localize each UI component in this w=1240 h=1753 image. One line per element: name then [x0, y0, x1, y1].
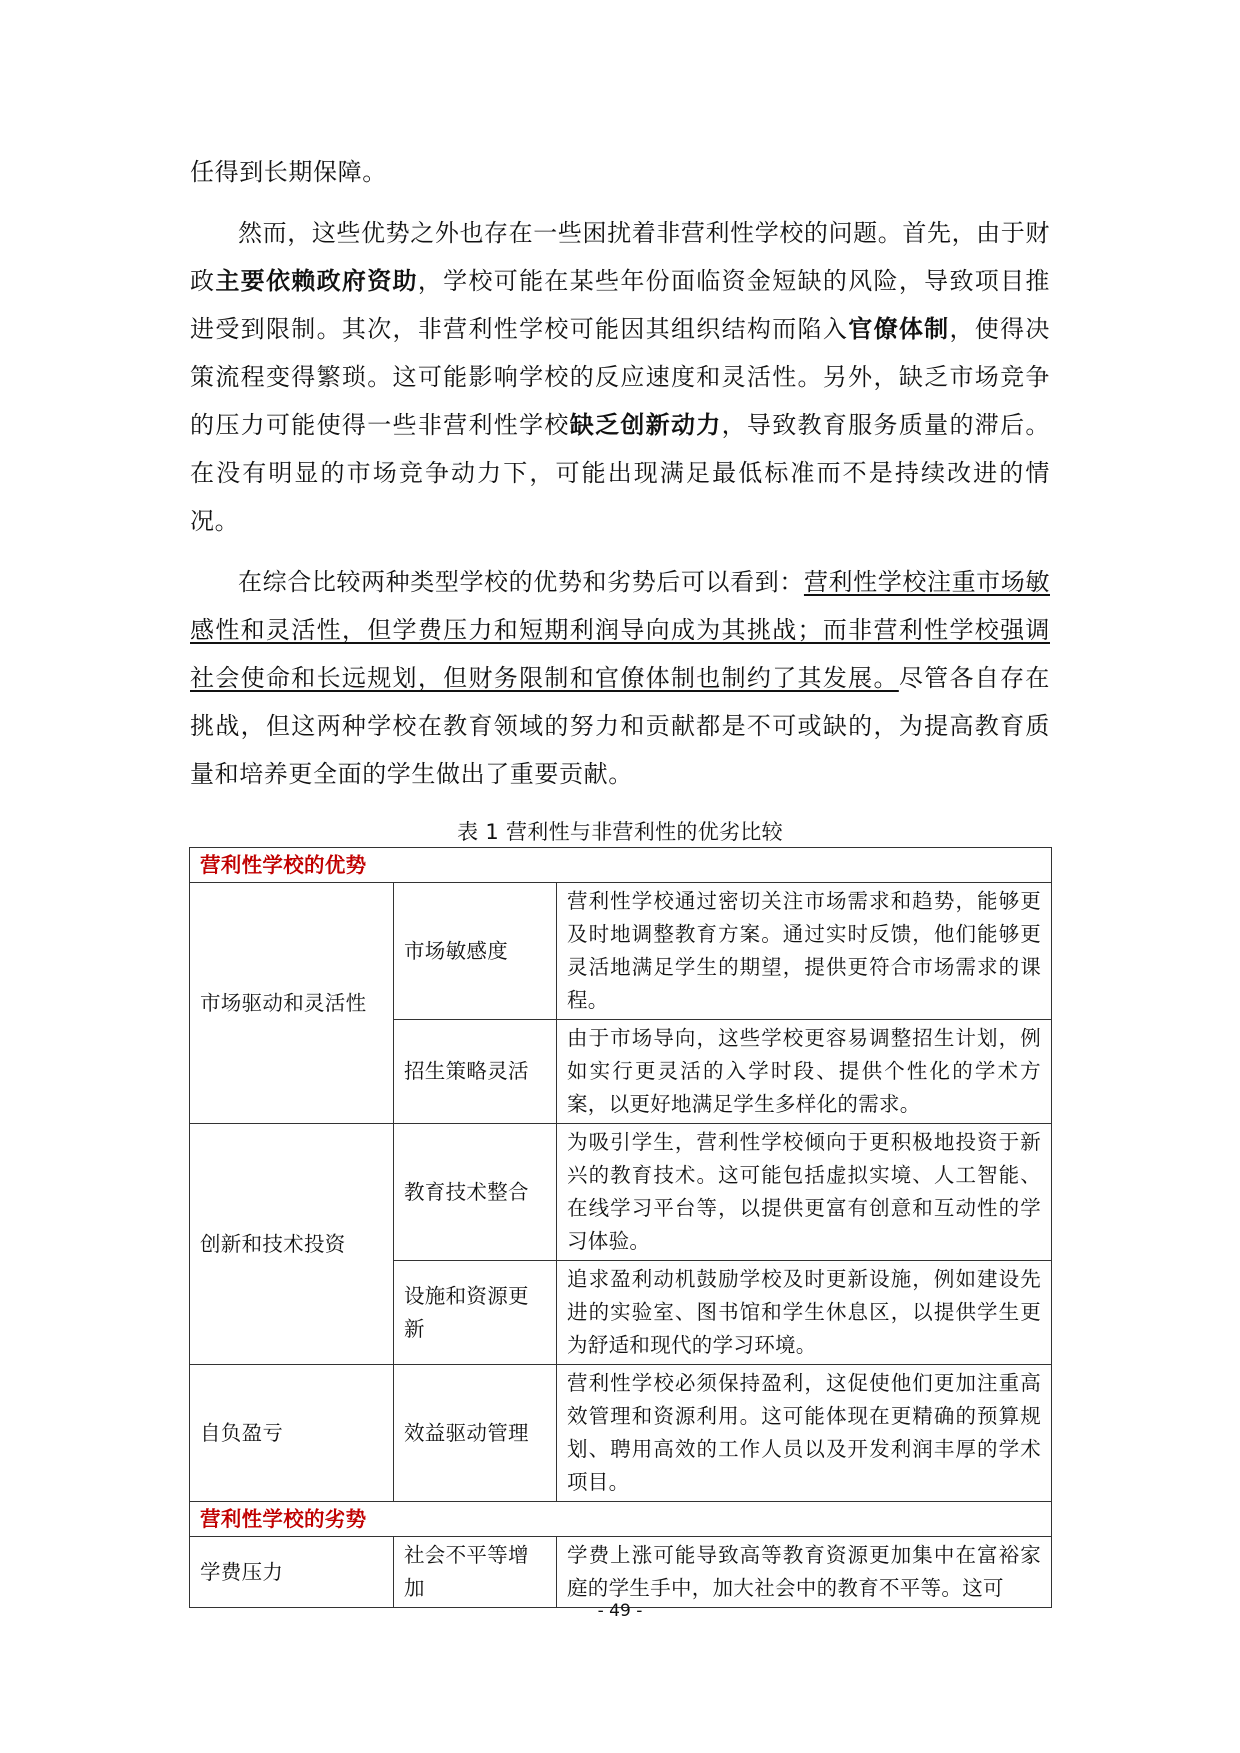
body-text: [190, 148, 1050, 811]
description-cell: 营利性学校通过密切关注市场需求和趋势，能够更及时地调整教育方案。通过实时反馈，他们能够更灵活地满足学生的期望，提供更符合市场需求的课程。: [557, 883, 1052, 1020]
comparison-table: [189, 847, 1052, 1608]
emphasis-government-funding: 主要依赖政府资助: [215, 266, 418, 295]
description-cell: 为吸引学生，营利性学校倾向于更积极地投资于新兴的教育技术。这可能包括虚拟实境、人工智能、在线学习平台等，以提供更富有创意和互动性的学习体验。: [557, 1124, 1052, 1261]
table-row: [190, 848, 1052, 883]
section-header-advantages: 营利性学校的优势: [190, 848, 1052, 883]
item-cell: 设施和资源更新: [394, 1261, 557, 1365]
underlined-conclusion: 营利性学校注重市场敏感性和灵活性，但学费压力和短期利润导向成为其挑战；而非营利性学校强调社会使命和长远规划，但财务限制和官僚体制也制约了其发展。: [190, 568, 1050, 692]
item-cell: 招生策略灵活: [394, 1020, 557, 1124]
description-cell: 学费上涨可能导致高等教育资源更加集中在富裕家庭的学生手中，加大社会中的教育不平等。这可: [557, 1537, 1052, 1608]
description-cell: 追求盈利动机鼓励学校及时更新设施，例如建设先进的实验室、图书馆和学生休息区，以提供学生更为舒适和现代的学习环境。: [557, 1261, 1052, 1365]
paragraph-continuation: 任得到长期保障。: [190, 158, 387, 186]
category-cell: 市场驱动和灵活性: [190, 883, 394, 1124]
table-row: [190, 1537, 1052, 1608]
page-number: - 49 -: [597, 1601, 643, 1621]
item-cell: 效益驱动管理: [394, 1365, 557, 1502]
section-header-disadvantages: 营利性学校的劣势: [190, 1502, 1052, 1537]
description-cell: 营利性学校必须保持盈利，这促使他们更加注重高效管理和资源利用。这可能体现在更精确的预算规划、聘用高效的工作人员以及开发利润丰厚的学术项目。: [557, 1365, 1052, 1502]
table-row: [190, 1502, 1052, 1537]
category-cell: 学费压力: [190, 1537, 394, 1608]
category-cell: 自负盈亏: [190, 1365, 394, 1502]
item-cell: 教育技术整合: [394, 1124, 557, 1261]
table-caption: 表 1 营利性与非营利性的优劣比较: [457, 820, 783, 844]
table-row: [190, 883, 1052, 1020]
paragraph-comparison-summary: 在综合比较两种类型学校的优势和劣势后可以看到：营利性学校注重市场敏感性和灵活性，但学费压力和短期利润导向成为其挑战；而非营利性学校强调社会使命和长远规划，但财务限制和官僚体制也制约了其发展。尽管各自存在挑战，但这两种学校在教育领域的努力和贡献都是不可或缺的，为提高教育质量和培养更全面的学生做出了重要贡献。: [190, 568, 1050, 788]
table-row: [190, 1124, 1052, 1261]
category-cell: 创新和技术投资: [190, 1124, 394, 1365]
table-row: [190, 1365, 1052, 1502]
emphasis-bureaucracy: 官僚体制: [848, 314, 950, 343]
description-cell: 由于市场导向，这些学校更容易调整招生计划，例如实行更灵活的入学时段、提供个性化的学术方案，以更好地满足学生多样化的需求。: [557, 1020, 1052, 1124]
item-cell: 社会不平等增加: [394, 1537, 557, 1608]
emphasis-lack-innovation: 缺乏创新动力: [569, 410, 722, 439]
paragraph-nonprofit-problems: 然而，这些优势之外也存在一些困扰着非营利性学校的问题。首先，由于财政主要依赖政府资助，学校可能在某些年份面临资金短缺的风险，导致项目推进受到限制。其次，非营利性学校可能因其组织结构而陷入官僚体制，使得决策流程变得繁琐。这可能影响学校的反应速度和灵活性。另外，缺乏市场竞争的压力可能使得一些非营利性学校缺乏创新动力，导致教育服务质量的滞后。在没有明显的市场竞争动力下，可能出现满足最低标准而不是持续改进的情况。: [190, 219, 1050, 535]
item-cell: 市场敏感度: [394, 883, 557, 1020]
